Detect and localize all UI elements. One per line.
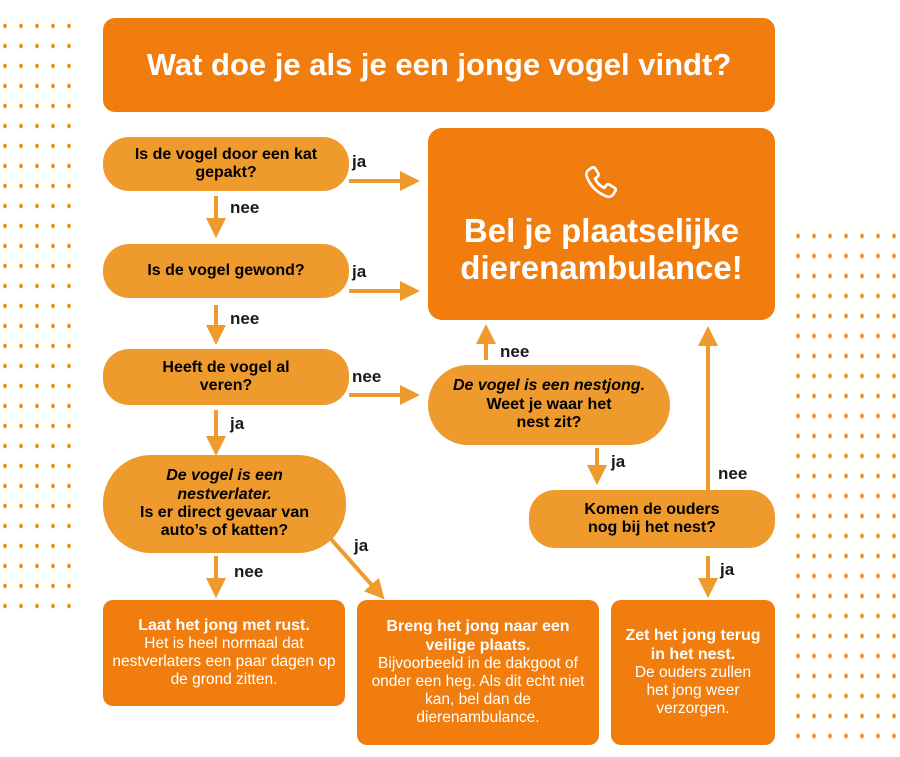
question-parents: Komen de ouders nog bij het nest? xyxy=(529,490,775,548)
label-nee-q3: nee xyxy=(352,367,382,386)
label-ja-q3: ja xyxy=(230,414,245,433)
label-ja-q5: ja xyxy=(611,452,626,471)
outcome-back-to-nest: Zet het jong terug in het nest. De ouders zullen het jong weer verzorgen. xyxy=(611,600,775,745)
label-nee-q5: nee xyxy=(500,342,530,361)
question-cat: Is de vogel door een kat gepakt? xyxy=(103,137,349,191)
outcome-safe-place: Breng het jong naar een veilige plaats. Bijvoorbeeld in de dakgoot of onder een heg. Als dit echt niet kan, bel dan de dierenambulance. xyxy=(357,600,599,745)
question-nest-known: De vogel is een nestjong. Weet je waar het nest zit? xyxy=(428,365,670,445)
label-nee-q1: nee xyxy=(230,198,260,217)
label-ja-q1: ja xyxy=(352,152,367,171)
label-ja-q6: ja xyxy=(720,560,735,579)
outcome-leave-alone: Laat het jong met rust. Het is heel normaal dat nestverlaters een paar dagen op de grond zitten. xyxy=(103,600,345,706)
question-danger: De vogel is een nestverlater. Is er direct gevaar van auto’s of katten? xyxy=(103,455,346,553)
call-box xyxy=(428,128,775,320)
label-nee-q6: nee xyxy=(718,464,748,483)
page-title: Wat doe je als je een jonge vogel vindt? xyxy=(103,18,775,112)
label-nee-q4: nee xyxy=(234,562,264,581)
question-feathers: Heeft de vogel al veren? xyxy=(103,349,349,405)
phone-icon xyxy=(579,161,625,207)
call-text-line2: dierenambulance! xyxy=(460,249,743,286)
label-nee-q2: nee xyxy=(230,309,260,328)
call-text-line1: Bel je plaatselijke xyxy=(463,212,740,250)
question-injured: Is de vogel gewond? xyxy=(103,244,349,298)
label-ja-q2: ja xyxy=(352,262,367,281)
label-ja-q4: ja xyxy=(354,536,369,555)
